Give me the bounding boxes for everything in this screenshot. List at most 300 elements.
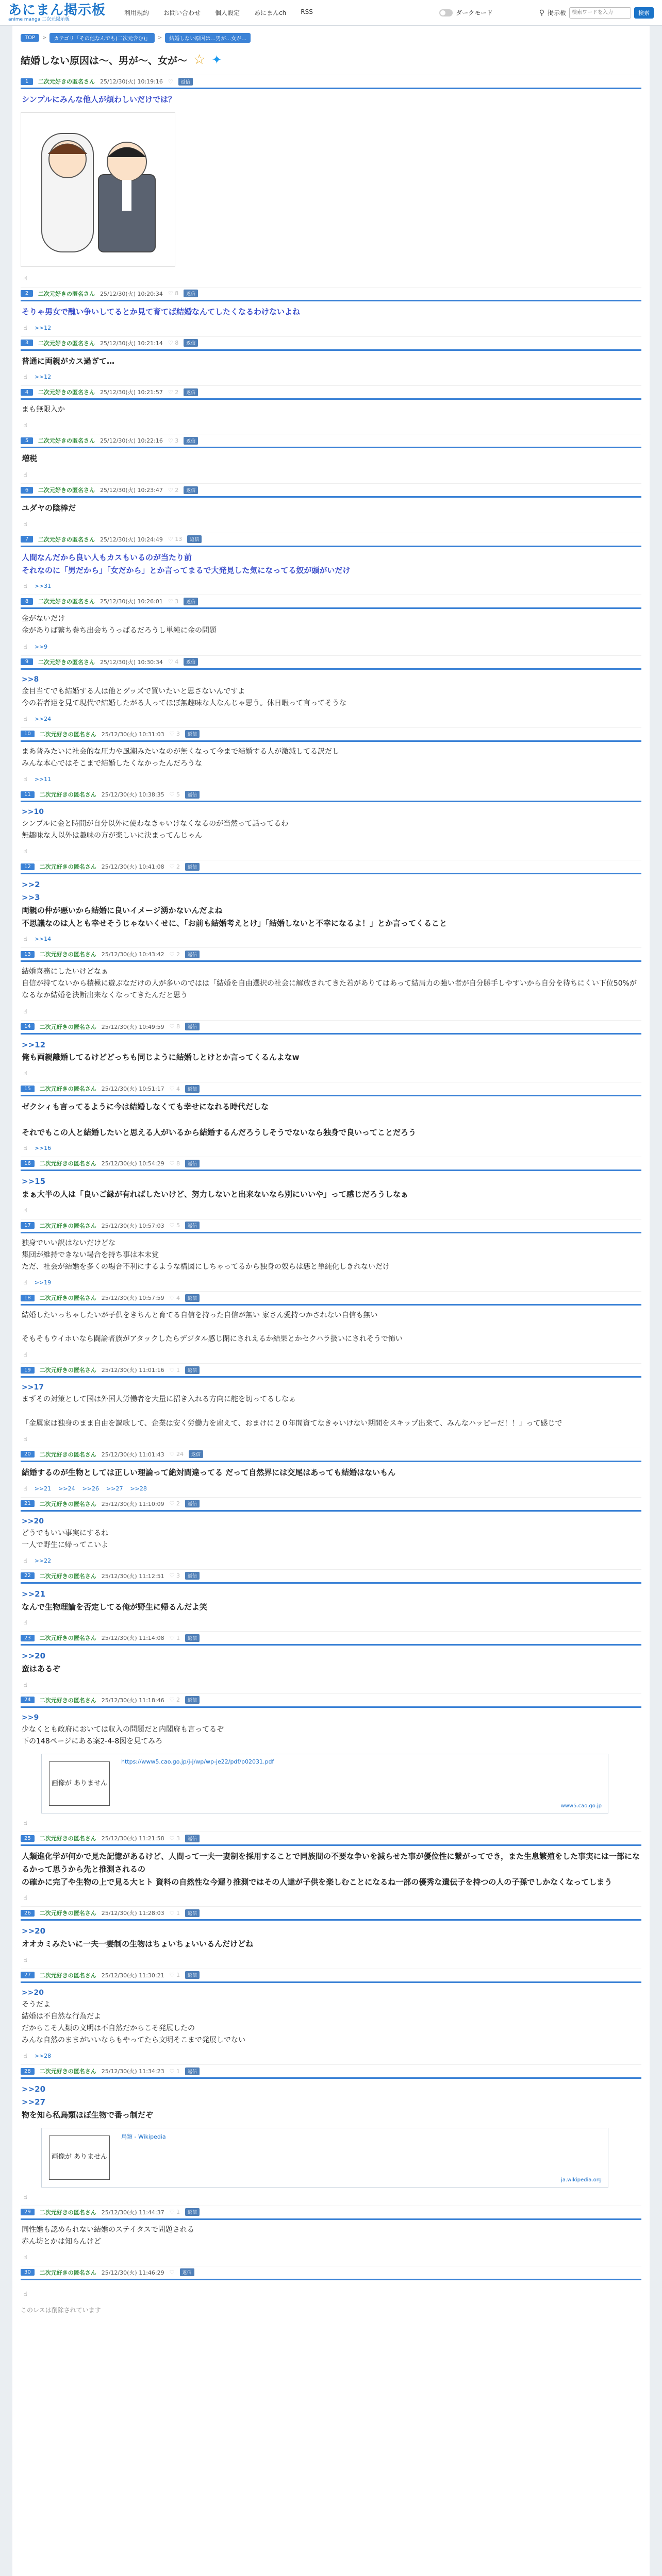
post-footer bbox=[21, 1817, 641, 1832]
like-count: 1 bbox=[176, 1366, 180, 1374]
reaction-icon[interactable]: ☝ bbox=[24, 2290, 27, 2297]
post-header bbox=[21, 1292, 641, 1304]
reply-button[interactable]: 返信 bbox=[184, 388, 198, 396]
reaction-icon[interactable]: ☝ bbox=[24, 275, 27, 282]
post-number[interactable]: 8 bbox=[21, 598, 33, 605]
like-button[interactable] bbox=[170, 1500, 180, 1507]
post-body bbox=[21, 403, 641, 419]
site-subtitle: anime manga 二次元掲示板 bbox=[8, 16, 70, 22]
post-footer bbox=[21, 1276, 641, 1291]
post-number[interactable]: 28 bbox=[21, 2068, 35, 2075]
reaction-icon[interactable]: ☝ bbox=[24, 583, 27, 590]
reaction-icon[interactable]: ☝ bbox=[24, 1008, 27, 1015]
like-button[interactable] bbox=[168, 389, 178, 396]
reaction-icon[interactable]: ☝ bbox=[24, 1070, 27, 1077]
like-button[interactable] bbox=[170, 1635, 180, 1641]
like-count: 8 bbox=[175, 340, 179, 346]
post-number[interactable]: 26 bbox=[21, 1910, 35, 1917]
post-line: みんな本心ではそこまで結婚したくなかったんだろうな bbox=[22, 759, 202, 768]
post-footer bbox=[21, 2287, 641, 2302]
reply-button[interactable]: 返信 bbox=[187, 535, 202, 543]
post-header bbox=[21, 788, 641, 801]
post-footer bbox=[21, 845, 641, 860]
post-number[interactable]: 9 bbox=[21, 658, 33, 665]
like-button[interactable] bbox=[168, 78, 173, 85]
heart-icon: ♡ bbox=[168, 437, 175, 444]
like-button[interactable] bbox=[170, 1222, 180, 1229]
like-button[interactable] bbox=[170, 1160, 180, 1167]
post bbox=[21, 533, 641, 595]
poster-name: 二次元好きの匿名さん bbox=[38, 78, 95, 85]
anchor-link[interactable]: >>20 bbox=[22, 1926, 46, 1936]
post-line: なんで生物理論を否定してる俺が野生に帰るんだよ笑 bbox=[22, 1602, 208, 1612]
post-number[interactable]: 12 bbox=[21, 863, 35, 870]
post-footer bbox=[21, 580, 641, 595]
reply-button[interactable]: 返信 bbox=[185, 1835, 200, 1842]
like-button[interactable] bbox=[170, 1572, 180, 1579]
reply-button[interactable]: 返信 bbox=[185, 1971, 200, 1979]
post-body bbox=[21, 1236, 641, 1276]
reply-anchor[interactable]: >>24 bbox=[58, 1485, 75, 1492]
wedding-illustration bbox=[21, 112, 175, 267]
dark-mode-switch[interactable] bbox=[439, 8, 493, 17]
like-button[interactable] bbox=[170, 863, 180, 870]
post-divider bbox=[21, 1232, 641, 1233]
post-divider bbox=[21, 349, 641, 351]
reaction-icon[interactable]: ☝ bbox=[24, 1619, 27, 1626]
like-count: 2 bbox=[175, 388, 179, 396]
anchor-link[interactable]: >>20 bbox=[22, 1988, 44, 1997]
post-date: 25/12/30(火) 10:38:35 bbox=[101, 791, 164, 798]
heart-icon: ♡ bbox=[169, 1697, 176, 1704]
anchor-link[interactable]: >>17 bbox=[22, 1383, 44, 1392]
post bbox=[21, 1569, 641, 1632]
post-footer bbox=[21, 419, 641, 434]
post-date: 25/12/30(火) 10:57:03 bbox=[101, 1222, 164, 1229]
reaction-icon[interactable]: ☝ bbox=[24, 1351, 27, 1359]
reaction-icon[interactable]: ☝ bbox=[24, 1145, 27, 1152]
post-header bbox=[21, 484, 641, 496]
breadcrumb bbox=[21, 33, 641, 43]
post bbox=[21, 1082, 641, 1157]
dark-mode-label: ダークモード bbox=[456, 9, 493, 16]
reply-anchor[interactable]: >>16 bbox=[34, 1145, 52, 1152]
reaction-icon[interactable]: ☝ bbox=[24, 1279, 27, 1286]
poster-name: 二次元好きの匿名さん bbox=[39, 1835, 96, 1842]
post-number[interactable]: 25 bbox=[21, 1835, 35, 1842]
like-button[interactable] bbox=[170, 1023, 180, 1030]
post-number[interactable]: 7 bbox=[21, 536, 33, 543]
like-button[interactable] bbox=[170, 2068, 180, 2075]
top-nav bbox=[117, 8, 439, 17]
post-number[interactable]: 14 bbox=[21, 1023, 35, 1030]
anchor-link[interactable]: >>21 bbox=[22, 1589, 46, 1599]
anchor-link[interactable]: >>20 bbox=[22, 1517, 44, 1526]
post-body bbox=[21, 2283, 641, 2287]
post-number[interactable]: 3 bbox=[21, 340, 33, 346]
post-footer bbox=[21, 370, 641, 385]
reply-button[interactable]: 返信 bbox=[185, 1500, 200, 1507]
post-header bbox=[21, 1907, 641, 1919]
twitter-share-icon[interactable]: ✦ bbox=[211, 53, 222, 67]
post-divider bbox=[21, 607, 641, 609]
nav-contact[interactable]: お問い合わせ bbox=[163, 9, 201, 16]
like-button[interactable] bbox=[170, 1910, 180, 1917]
reply-anchor[interactable]: >>9 bbox=[34, 643, 48, 650]
anchor-link[interactable]: >>15 bbox=[22, 1177, 46, 1187]
reply-anchor[interactable]: >>11 bbox=[34, 776, 52, 783]
post-date: 25/12/30(火) 10:21:14 bbox=[100, 340, 163, 347]
reply-anchor[interactable]: >>12 bbox=[34, 324, 52, 331]
post-number[interactable]: 24 bbox=[21, 1697, 35, 1703]
post-divider bbox=[21, 1582, 641, 1584]
anchor-link[interactable]: >>8 bbox=[22, 675, 39, 684]
reply-button[interactable]: 返信 bbox=[185, 1294, 200, 1302]
like-count: 1 bbox=[176, 2067, 180, 2075]
reply-button[interactable]: 返信 bbox=[184, 598, 198, 605]
anchor-link[interactable]: >>9 bbox=[22, 1713, 39, 1722]
like-button[interactable] bbox=[170, 2269, 175, 2276]
post-line: ただ、社会が結婚を多くの場合不利にするような構図にしちゃってるから独身の奴らは悪と単純化しきれないだけ bbox=[22, 1263, 390, 1271]
post-number[interactable]: 22 bbox=[21, 1572, 35, 1579]
post-line: ユダヤの陰棒だ bbox=[22, 503, 76, 513]
reply-button[interactable]: 返信 bbox=[185, 1366, 200, 1374]
post-line: 赤ん坊とかは知らんけど bbox=[22, 2237, 101, 2246]
breadcrumb-category[interactable]: カテゴリ「その他なんでも(二次元含む)」 bbox=[49, 33, 154, 43]
post-header bbox=[21, 1219, 641, 1232]
reaction-icon[interactable]: ☝ bbox=[24, 324, 27, 331]
heart-icon: ♡ bbox=[168, 486, 175, 494]
reaction-icon[interactable]: ☝ bbox=[24, 1435, 27, 1443]
post-number[interactable]: 6 bbox=[21, 487, 33, 494]
link-title[interactable]: https://www5.cao.go.jp/j-j/wp/wp-je22/pdf/p02031.pdf bbox=[121, 1758, 274, 1766]
post-number[interactable]: 13 bbox=[21, 951, 35, 958]
reply-button[interactable]: 返信 bbox=[185, 1085, 200, 1093]
reaction-icon[interactable]: ☝ bbox=[24, 1820, 27, 1827]
reply-button[interactable]: 返信 bbox=[185, 951, 200, 958]
anchor-link[interactable]: >>20 bbox=[22, 1651, 46, 1661]
anchor-link[interactable]: >>27 bbox=[22, 2097, 46, 2107]
post-footer bbox=[21, 2251, 641, 2266]
post-number[interactable]: 5 bbox=[21, 437, 33, 444]
reply-button[interactable]: 返信 bbox=[189, 1450, 203, 1458]
poster-name: 二次元好きの匿名さん bbox=[38, 389, 95, 396]
post-number[interactable]: 27 bbox=[21, 1972, 35, 1978]
post bbox=[21, 655, 641, 727]
post-line: まぁ大半の人は「良いご縁が有ればしたいけど、努力しないと出来ないなら別にいいや」って感じだろうしなぁ bbox=[22, 1190, 409, 1199]
breadcrumb-thread[interactable]: 結婚しない原因は…男が…女が… bbox=[165, 33, 251, 43]
post-body bbox=[21, 1711, 641, 1751]
reply-anchor[interactable]: >>26 bbox=[82, 1485, 100, 1492]
post-number[interactable]: 2 bbox=[21, 290, 33, 297]
poster-name: 二次元好きの匿名さん bbox=[39, 2209, 96, 2216]
post-line: 独身でいい訳はないだけどな bbox=[22, 1239, 115, 1247]
like-button[interactable] bbox=[170, 1367, 180, 1374]
post-line: それなのに「男だから」「女だから」とか言ってまるで大発見した気になってる奴が頭がいだけ bbox=[22, 565, 351, 575]
post-footer bbox=[21, 321, 641, 336]
post-header bbox=[21, 2065, 641, 2077]
post-footer bbox=[21, 2191, 641, 2206]
reply-anchor[interactable]: >>28 bbox=[130, 1485, 147, 1492]
like-count: 3 bbox=[176, 1572, 180, 1580]
post-body bbox=[21, 1924, 641, 1954]
like-count: 2 bbox=[175, 486, 179, 494]
reaction-icon[interactable]: ☝ bbox=[24, 715, 27, 722]
poster-name: 二次元好きの匿名さん bbox=[38, 437, 95, 445]
link-host: www5.cao.go.jp bbox=[560, 1803, 602, 1809]
reaction-icon[interactable]: ☝ bbox=[24, 936, 27, 943]
post-number[interactable]: 15 bbox=[21, 1086, 35, 1092]
post bbox=[21, 483, 641, 533]
link-card[interactable] bbox=[41, 2128, 608, 2188]
reply-anchor[interactable]: >>27 bbox=[106, 1485, 123, 1492]
post-divider bbox=[21, 300, 641, 301]
reaction-icon[interactable]: ☝ bbox=[24, 2253, 27, 2261]
reaction-icon[interactable]: ☝ bbox=[24, 471, 27, 479]
reaction-icon[interactable]: ☝ bbox=[24, 422, 27, 429]
reply-button[interactable]: 返信 bbox=[178, 78, 193, 86]
search-input[interactable] bbox=[569, 7, 631, 19]
link-card[interactable] bbox=[41, 1754, 608, 1814]
like-button[interactable] bbox=[170, 791, 180, 798]
link-info bbox=[117, 2128, 608, 2187]
poster-name: 二次元好きの匿名さん bbox=[39, 1572, 96, 1580]
post-header bbox=[21, 2266, 641, 2279]
heart-icon: ♡ bbox=[169, 1972, 176, 1979]
post-divider bbox=[21, 1376, 641, 1378]
heart-icon: ♡ bbox=[168, 78, 173, 85]
link-info bbox=[117, 1754, 608, 1813]
post-number[interactable]: 16 bbox=[21, 1160, 35, 1167]
like-count: 3 bbox=[176, 731, 180, 738]
post-body bbox=[21, 1381, 641, 1432]
post-line: 集団が維持できない場合を持ち事は本末覚 bbox=[22, 1250, 159, 1259]
reply-anchor[interactable]: >>28 bbox=[34, 2053, 52, 2060]
like-button[interactable] bbox=[170, 1697, 180, 1703]
link-host: ja.wikipedia.org bbox=[561, 2177, 602, 2183]
post-footer bbox=[21, 773, 641, 788]
reply-anchor[interactable]: >>19 bbox=[34, 1279, 52, 1286]
post-line bbox=[22, 1406, 640, 1418]
post-divider bbox=[21, 1304, 641, 1306]
nav-animanch[interactable]: あにまんch bbox=[254, 9, 287, 16]
like-button[interactable] bbox=[170, 731, 180, 737]
reply-anchor[interactable]: >>14 bbox=[34, 936, 52, 943]
post-divider bbox=[21, 88, 641, 89]
like-count: 1 bbox=[176, 1972, 180, 1979]
reply-button[interactable]: 返信 bbox=[185, 1222, 200, 1229]
post-number[interactable]: 18 bbox=[21, 1295, 35, 1301]
post-number[interactable]: 30 bbox=[21, 2269, 35, 2276]
poster-name: 二次元好きの匿名さん bbox=[39, 1500, 96, 1507]
anchor-link[interactable]: >>12 bbox=[22, 1040, 46, 1049]
post bbox=[21, 788, 641, 860]
post-date: 25/12/30(火) 10:23:47 bbox=[100, 487, 163, 494]
reaction-icon[interactable]: ☝ bbox=[24, 520, 27, 528]
post-body bbox=[21, 2082, 641, 2124]
post-number[interactable]: 1 bbox=[21, 78, 33, 85]
post-date: 25/12/30(火) 11:34:23 bbox=[101, 2068, 164, 2075]
reply-button[interactable]: 返信 bbox=[184, 437, 198, 445]
site-logo[interactable] bbox=[8, 4, 106, 22]
anchor-link[interactable]: >>10 bbox=[22, 808, 44, 816]
like-button[interactable] bbox=[168, 340, 178, 346]
like-button[interactable] bbox=[168, 536, 182, 543]
reply-button[interactable]: 返信 bbox=[185, 863, 200, 871]
like-button[interactable] bbox=[170, 1835, 180, 1842]
heart-icon: ♡ bbox=[169, 1366, 176, 1374]
reaction-icon[interactable]: ☝ bbox=[24, 2053, 27, 2060]
like-count: 4 bbox=[176, 1085, 180, 1092]
post-number[interactable]: 4 bbox=[21, 389, 33, 396]
reply-button[interactable]: 返信 bbox=[184, 290, 198, 297]
post-date: 25/12/30(火) 11:01:43 bbox=[101, 1451, 164, 1458]
post-body bbox=[21, 1309, 641, 1348]
like-button[interactable] bbox=[170, 1972, 180, 1978]
reaction-icon[interactable]: ☝ bbox=[24, 1557, 27, 1564]
anchor-link[interactable]: >>20 bbox=[22, 2084, 46, 2094]
post bbox=[21, 434, 641, 483]
nav-rss[interactable]: RSS bbox=[301, 8, 313, 15]
post-number[interactable]: 29 bbox=[21, 2209, 35, 2215]
post-number[interactable]: 19 bbox=[21, 1367, 35, 1374]
like-button[interactable] bbox=[168, 598, 178, 605]
post-date: 25/12/30(火) 11:12:51 bbox=[101, 1572, 164, 1580]
post-body bbox=[21, 1465, 641, 1482]
reaction-icon[interactable]: ☝ bbox=[24, 2193, 27, 2200]
post-divider bbox=[21, 668, 641, 670]
nav-terms[interactable]: 利用規約 bbox=[124, 9, 150, 16]
reply-button[interactable]: 返信 bbox=[184, 486, 198, 494]
post-line: 金がありば繁ち巻ち出会ちうっぱるだろうし単純に金の問題 bbox=[22, 626, 217, 635]
reply-button[interactable]: 返信 bbox=[185, 1909, 200, 1917]
post-body bbox=[21, 1099, 641, 1142]
like-button[interactable] bbox=[170, 1295, 180, 1301]
like-button[interactable] bbox=[170, 951, 180, 958]
anchor-link[interactable]: >>3 bbox=[22, 893, 40, 903]
post-date: 25/12/30(火) 11:44:37 bbox=[101, 2209, 164, 2216]
like-count: 1 bbox=[176, 1909, 180, 1917]
post-number[interactable]: 21 bbox=[21, 1500, 35, 1507]
reaction-icon[interactable]: ☝ bbox=[24, 643, 27, 650]
like-button[interactable] bbox=[168, 290, 178, 297]
post-date: 25/12/30(火) 11:10:09 bbox=[101, 1500, 164, 1507]
reply-button[interactable]: 返信 bbox=[185, 730, 200, 738]
post-line: 増税 bbox=[22, 454, 38, 464]
search-button[interactable]: 検索 bbox=[634, 7, 654, 19]
like-count: 5 bbox=[176, 1222, 180, 1229]
reaction-icon[interactable]: ☝ bbox=[24, 1681, 27, 1688]
post-divider bbox=[21, 2279, 641, 2280]
reaction-icon[interactable]: ☝ bbox=[24, 776, 27, 783]
reply-button[interactable]: 返信 bbox=[184, 339, 198, 347]
reaction-icon[interactable]: ☝ bbox=[24, 848, 27, 855]
reply-anchor[interactable]: >>24 bbox=[34, 715, 52, 722]
like-button[interactable] bbox=[168, 487, 178, 494]
post-footer bbox=[21, 1142, 641, 1157]
reply-button[interactable]: 返信 bbox=[185, 1572, 200, 1580]
reply-anchor[interactable]: >>21 bbox=[34, 1485, 52, 1492]
reaction-icon[interactable]: ☝ bbox=[24, 1207, 27, 1214]
reaction-icon[interactable]: ☝ bbox=[24, 1956, 27, 1963]
post-line: 今の若者達を見て現代で結婚したがる人ってほぼ無趣味な人なんじゃ思う。休日暇って言ってそうな bbox=[22, 699, 346, 707]
post bbox=[21, 947, 641, 1020]
post-body bbox=[21, 745, 641, 773]
post-date: 25/12/30(火) 10:54:29 bbox=[101, 1160, 164, 1167]
search-icon: ⚲ bbox=[539, 8, 544, 17]
site-header bbox=[0, 0, 662, 26]
link-title[interactable]: 鳥類 - Wikipedia bbox=[121, 2133, 166, 2140]
like-button[interactable] bbox=[168, 658, 178, 665]
nav-settings[interactable]: 個人設定 bbox=[215, 9, 240, 16]
post-header bbox=[21, 656, 641, 668]
like-button[interactable] bbox=[170, 1451, 184, 1458]
post-footer bbox=[21, 1616, 641, 1631]
reply-anchor[interactable]: >>12 bbox=[34, 374, 52, 381]
reply-anchor[interactable]: >>22 bbox=[34, 1557, 52, 1564]
post-body bbox=[21, 1986, 641, 2049]
post-number[interactable]: 10 bbox=[21, 731, 35, 737]
reply-button[interactable]: 返信 bbox=[185, 2067, 200, 2075]
breadcrumb-top[interactable]: TOP bbox=[21, 34, 39, 42]
reply-button[interactable]: 返信 bbox=[185, 791, 200, 799]
post-footer bbox=[21, 1891, 641, 1906]
search-scope[interactable]: 掲示板 bbox=[547, 9, 566, 16]
post-number[interactable]: 17 bbox=[21, 1222, 35, 1229]
poster-name: 二次元好きの匿名さん bbox=[39, 1367, 96, 1374]
post-number[interactable]: 11 bbox=[21, 791, 35, 798]
anchor-link[interactable]: >>2 bbox=[22, 880, 40, 890]
post-line: そもそもウイホいなら闘論者族がアタックしたらデジタル感じ閉にされえるか結果とかセクハラ扱いにされそうで怖い bbox=[22, 1335, 403, 1344]
post-line: 一人で野生に帰ってこいよ bbox=[22, 1540, 108, 1549]
poster-name: 二次元好きの匿名さん bbox=[39, 791, 96, 798]
reply-button[interactable]: 返信 bbox=[185, 1634, 200, 1642]
post-date: 25/12/30(火) 11:18:46 bbox=[101, 1697, 164, 1704]
heart-icon: ♡ bbox=[169, 1085, 176, 1092]
post-header bbox=[21, 337, 641, 349]
like-count: 8 bbox=[175, 290, 179, 297]
toggle-icon[interactable] bbox=[439, 9, 453, 16]
favorite-star-icon[interactable]: ☆ bbox=[193, 52, 206, 67]
post-divider bbox=[21, 801, 641, 802]
heart-icon: ♡ bbox=[169, 791, 176, 798]
post-divider bbox=[21, 1644, 641, 1646]
like-button[interactable] bbox=[170, 2209, 180, 2215]
post-number[interactable]: 20 bbox=[21, 1451, 35, 1458]
reaction-icon[interactable]: ☝ bbox=[24, 1894, 27, 1902]
post-line: 不思議なのは人とも幸せそうじゃないくせに、「お前も結婚考えとけ」「結婚しないと不幸になるよ！」とか言ってくること bbox=[22, 918, 448, 928]
reaction-icon[interactable]: ☝ bbox=[24, 1485, 27, 1492]
reply-button[interactable]: 返信 bbox=[185, 2208, 200, 2216]
post-number[interactable]: 23 bbox=[21, 1635, 35, 1641]
like-button[interactable] bbox=[168, 437, 178, 444]
reply-button[interactable]: 返信 bbox=[184, 658, 198, 666]
poster-name: 二次元好きの匿名さん bbox=[38, 340, 95, 347]
reply-button[interactable]: 返信 bbox=[180, 2268, 194, 2276]
post-divider bbox=[21, 960, 641, 962]
like-button[interactable] bbox=[170, 1086, 180, 1092]
reply-button[interactable]: 返信 bbox=[185, 1696, 200, 1704]
reply-button[interactable]: 返信 bbox=[185, 1160, 200, 1167]
post-line: オオカミみたいに一夫一妻制の生物はちょいちょいいるんだけどね bbox=[22, 1939, 254, 1949]
reaction-icon[interactable]: ☝ bbox=[24, 374, 27, 381]
post-line: みんな自然のままがいいならもやってたら文明そこまで発展しでない bbox=[22, 2036, 245, 2045]
post-header bbox=[21, 533, 641, 546]
thread-title: 結婚しない原因は〜、男が〜、女が〜 bbox=[21, 55, 188, 66]
reply-button[interactable]: 返信 bbox=[185, 1023, 200, 1030]
poster-name: 二次元好きの匿名さん bbox=[39, 1697, 96, 1704]
reply-anchor[interactable]: >>31 bbox=[34, 583, 52, 590]
